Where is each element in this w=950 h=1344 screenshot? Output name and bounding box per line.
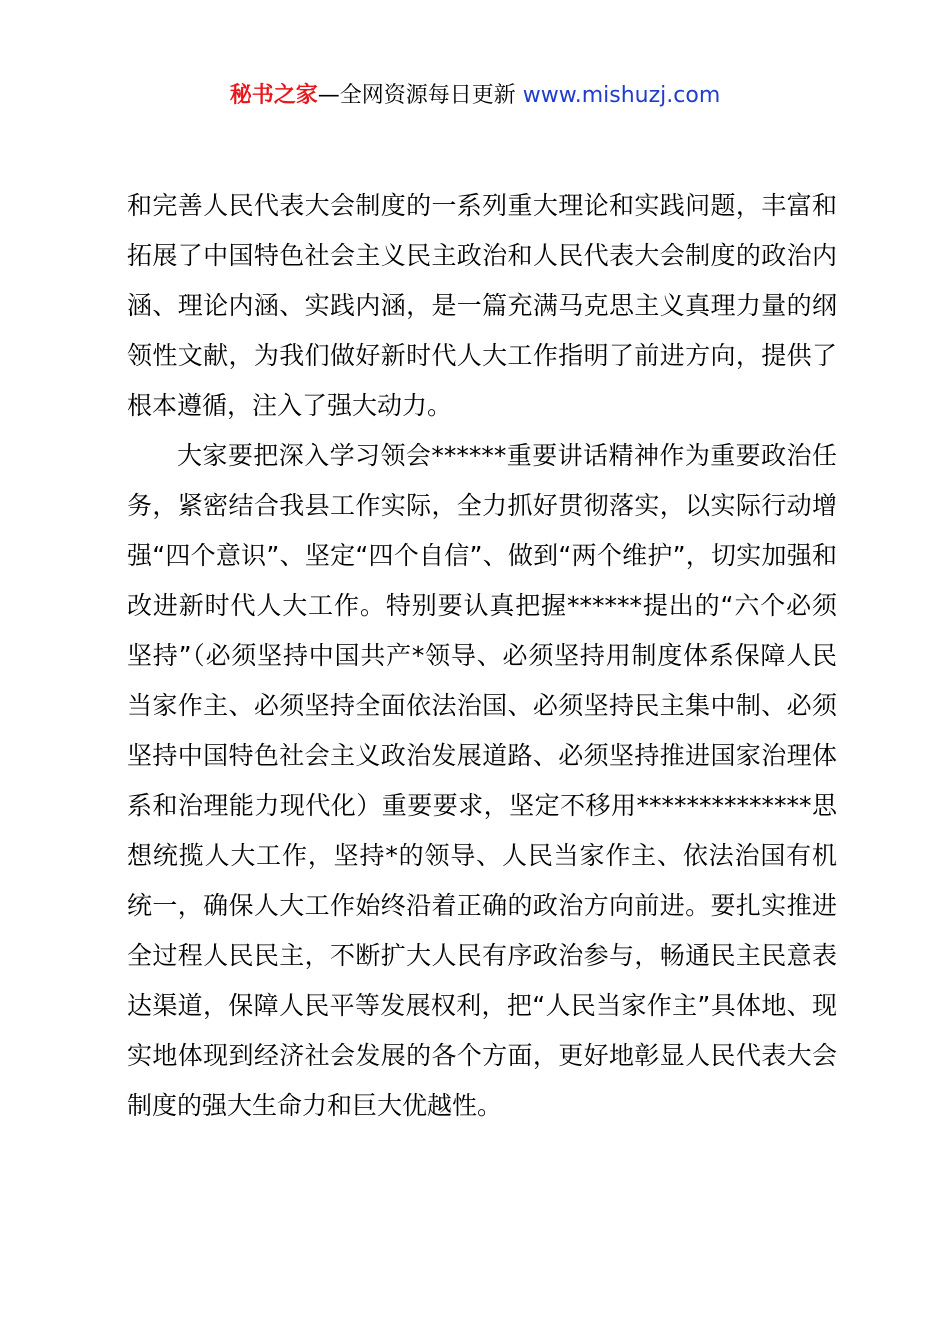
site-brand: 秘书之家	[229, 83, 318, 108]
document-body	[127, 181, 837, 1131]
site-tagline: —全网资源每日更新	[317, 83, 516, 108]
paragraph-main: 大家要把深入学习领会******重要讲话精神作为重要政治任务，紧密结合我县工作实际，全力抓好贯彻落实，以实际行动增强“四个意识”、坚定“四个自信”、做到“两个维护”，切实加强和改进新时代人大工作。特别要认真把握******提出的“六个必须坚持”（必须坚持中国共产*领导、必须坚持用制度体系保障人民当家作主、必须坚持全面依法治国、必须坚持民主集中制、必须坚持中国特色社会主义政治发展道路、必须坚持推进国家治理体系和治理能力现代化）重要要求，坚定不移用**************思想统揽人大工作，坚持*的领导、人民当家作主、依法治国有机统一，确保人大工作始终沿着正确的政治方向前进。要扎实推进全过程人民民主，不断扩大人民有序政治参与，畅通民主民意表达渠道，保障人民平等发展权利，把“人民当家作主”具体地、现实地体现到经济社会发展的各个方面，更好地彰显人民代表大会制度的强大生命力和巨大优越性。	[127, 441, 837, 1120]
site-url-link[interactable]: www.mishuzj.com	[522, 83, 721, 108]
page-header	[0, 80, 950, 112]
paragraph-continued: 和完善人民代表大会制度的一系列重大理论和实践问题，丰富和拓展了中国特色社会主义民主政治和人民代表大会制度的政治内涵、理论内涵、实践内涵，是一篇充满马克思主义真理力量的纲领性文献，为我们做好新时代人大工作指明了前进方向，提供了根本遵循，注入了强大动力。	[127, 191, 837, 420]
